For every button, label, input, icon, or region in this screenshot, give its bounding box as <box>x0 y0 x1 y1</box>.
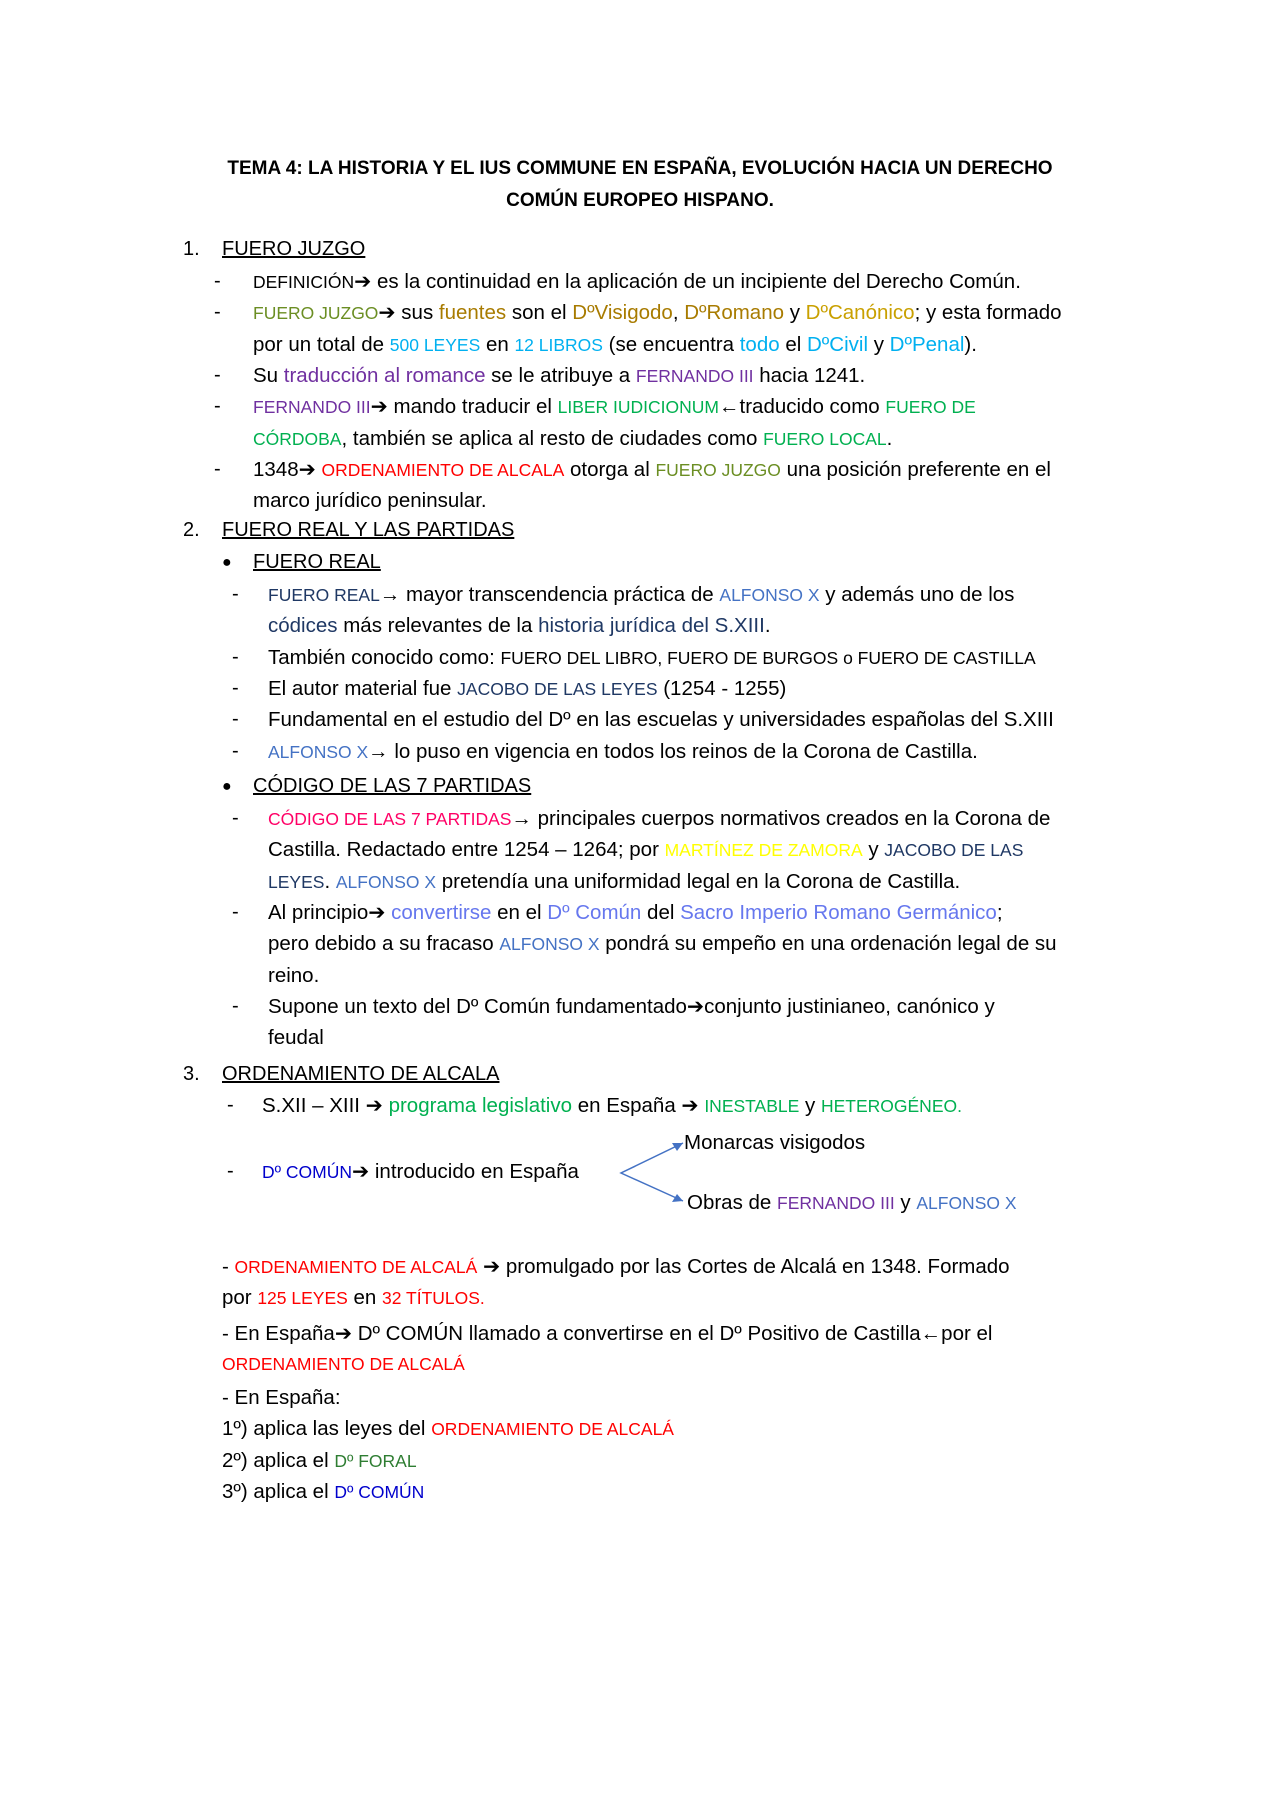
list-dash: - <box>227 1160 234 1182</box>
text-run: , también se aplica al resto de ciudades como <box>341 426 764 450</box>
text-run: Dº COMÚN <box>334 1482 425 1502</box>
text-run: INESTABLE <box>704 1096 800 1116</box>
list-dash: - <box>214 395 221 418</box>
text-run: pondrá su empeño en una ordenación legal de su <box>599 932 1057 956</box>
section-number: 2. <box>183 519 200 541</box>
text-run: y además uno de los <box>819 583 1015 606</box>
text-run: FERNANDO III <box>253 397 371 418</box>
text-run: historia jurídica del S.XIII <box>538 614 765 638</box>
text-run: CÓRDOBA <box>253 428 342 449</box>
text-run: códices <box>268 614 338 638</box>
text-run: 500 LEYES <box>389 334 481 355</box>
text-run: LIBER IUDICIONUM <box>557 397 720 418</box>
text-run: convertirse <box>391 900 492 924</box>
text-run: en <box>480 332 515 356</box>
list-dash: - <box>227 1094 234 1116</box>
text-run: marco jurídico peninsular. <box>253 489 487 513</box>
text-run: ALFONSO X <box>719 585 820 605</box>
text-run: → lo puso en vigencia en todos los reinos de la Corona de Castilla. <box>368 739 978 763</box>
text-run: - <box>222 1255 235 1278</box>
text-run: FERNANDO III <box>635 365 754 386</box>
text-run: fuentes <box>438 301 507 325</box>
text-run: Sacro Imperio Romano Germánico <box>680 900 997 924</box>
arrowhead-bottom-icon <box>672 1194 683 1202</box>
text-run: Castilla. Redactado entre 1254 – 1264; por <box>268 838 665 862</box>
text-run: ALFONSO X <box>916 1193 1017 1213</box>
text-run: programa legislativo <box>388 1094 573 1117</box>
bullet-icon: ● <box>222 554 232 571</box>
bullet-icon: ● <box>222 778 232 795</box>
text-run: se le atribuye a <box>485 363 636 387</box>
text-run: Dº COMÚN <box>262 1162 352 1182</box>
text-run: 3º) aplica el <box>222 1480 335 1503</box>
list-dash: - <box>232 645 239 668</box>
text-run: Monarcas visigodos <box>684 1131 866 1154</box>
text-run: son el <box>506 301 573 325</box>
text-run: 1348➔ <box>253 457 322 481</box>
text-run: Fundamental en el estudio del Dº en las escuelas y universidades españolas del S.XIII <box>268 708 1054 732</box>
text-run: JACOBO DE LAS <box>884 840 1024 861</box>
text-run: (1254 - 1255) <box>657 676 787 700</box>
text-run: DEFINICIÓN <box>253 272 355 292</box>
text-run: y <box>799 1094 821 1117</box>
section-number: 3. <box>183 1063 200 1085</box>
text-run: Supone un texto del Dº Común fundamentado➔conjunto justinianeo, canónico y <box>268 994 995 1018</box>
text-run: ➔ es la continuidad en la aplicación de un incipiente del Derecho Común. <box>354 270 1021 293</box>
text-run: → mayor transcendencia práctica de <box>379 583 720 606</box>
section-title: ORDENAMIENTO DE ALCALA <box>222 1063 500 1085</box>
text-run: reino. <box>268 963 320 987</box>
text-run: FUERO LOCAL <box>763 428 887 449</box>
text-run: FERNANDO III <box>777 1193 895 1213</box>
text-run: y <box>784 301 806 325</box>
text-run: ALFONSO X <box>268 741 369 762</box>
text-run: JACOBO DE LAS LEYES <box>457 678 658 699</box>
text-run: ALFONSO X <box>335 871 437 892</box>
text-run: También conocido como: <box>268 645 501 669</box>
text-run: 32 TÍTULOS. <box>382 1288 485 1308</box>
text-run: - En España➔ Dº COMÚN llamado a convertirse en el Dº Positivo de Castilla←por el <box>222 1322 993 1345</box>
list-dash: - <box>232 739 239 762</box>
text-run: 1º) aplica las leyes del <box>222 1417 432 1440</box>
text-run: ORDENAMIENTO DE ALCALA <box>321 459 565 480</box>
paragraph-line <box>222 1413 674 1445</box>
text-run: FUERO JUZGO <box>253 303 379 324</box>
text-run: ORDENAMIENTO DE ALCALÁ <box>222 1354 465 1374</box>
text-run: (se encuentra <box>602 332 740 356</box>
section-title: FUERO REAL Y LAS PARTIDAS <box>222 519 515 541</box>
text-run: Al principio➔ <box>268 900 392 924</box>
text-run: el <box>779 332 807 356</box>
list-dash: - <box>232 708 239 731</box>
text-run: ). <box>964 332 977 356</box>
text-run: ➔ introducido en España <box>352 1160 579 1183</box>
paragraph-line <box>222 1348 465 1380</box>
section-number: 1. <box>183 238 200 260</box>
list-dash: - <box>232 900 239 923</box>
text-run: ←traducido como <box>719 395 886 419</box>
text-run: una posición preferente en el <box>780 457 1051 481</box>
text-run: hacia 1241. <box>753 363 866 387</box>
text-run: FUERO DE <box>885 397 976 418</box>
text-run: - En España: <box>222 1386 341 1409</box>
paragraph-line <box>222 1318 992 1349</box>
text-run: en el <box>491 900 548 924</box>
paragraph-line <box>222 1476 424 1508</box>
paragraph-line <box>222 1445 417 1477</box>
text-run: Su <box>253 363 284 387</box>
text-run: ORDENAMIENTO DE ALCALÁ <box>431 1419 674 1439</box>
text-run: pretendía una uniformidad legal en la Corona de Castilla. <box>436 869 961 893</box>
text-run: HETEROGÉNEO. <box>820 1096 962 1116</box>
text-run: otorga al <box>564 457 656 481</box>
text-run: 2º) aplica el <box>222 1449 335 1472</box>
title-line-2: COMÚN EUROPEO HISPANO. <box>506 190 774 211</box>
text-run: LEYES <box>268 871 325 892</box>
text-run: ➔ promulgado por las Cortes de Alcalá en 1348. Formado <box>477 1255 1010 1278</box>
text-run: MARTÍNEZ DE ZAMORA <box>664 840 863 861</box>
text-run: feudal <box>268 1026 324 1050</box>
text-run: , <box>672 301 685 325</box>
text-run: ; <box>996 900 1003 924</box>
text-run: Dº Común <box>547 900 642 924</box>
paragraph-line <box>222 1282 485 1314</box>
text-run: y <box>894 1191 917 1214</box>
paragraph-line <box>222 1382 341 1413</box>
text-run: del <box>641 900 681 924</box>
list-dash: - <box>232 676 239 699</box>
text-run: ➔ sus <box>378 301 439 325</box>
text-run: en <box>347 1286 383 1309</box>
text-run: Obras de <box>687 1191 778 1214</box>
list-dash: - <box>214 363 221 386</box>
text-run: Dº FORAL <box>334 1451 417 1471</box>
text-run: → principales cuerpos normativos creados en la Corona de <box>511 807 1051 830</box>
section-title: FUERO JUZGO <box>222 238 366 260</box>
text-run: en España ➔ <box>572 1094 705 1117</box>
list-dash: - <box>232 994 239 1017</box>
list-dash: - <box>232 583 239 605</box>
list-dash: - <box>232 807 239 829</box>
text-run: S.XII – XIII ➔ <box>262 1094 389 1117</box>
title-line-1: TEMA 4: LA HISTORIA Y EL IUS COMMUNE EN ESPAÑA, EVOLUCIÓN HACIA UN DERECHO <box>227 158 1053 179</box>
text-run: 125 LEYES <box>257 1288 348 1308</box>
paragraph-line <box>222 1251 1010 1283</box>
list-dash: - <box>214 301 221 324</box>
text-run: FUERO DEL LIBRO, FUERO DE BURGOS o FUERO DE CASTILLA <box>500 647 1036 668</box>
text-run: pero debido a su fracaso <box>268 932 500 956</box>
text-run: y <box>868 332 890 356</box>
text-run: DºCivil <box>807 332 869 356</box>
text-run: . <box>886 426 893 450</box>
text-run: más relevantes de la <box>337 614 539 638</box>
text-run: ➔ mando traducir el <box>370 395 558 419</box>
text-run: ; y esta formado <box>914 301 1062 325</box>
text-run: El autor material fue <box>268 676 458 700</box>
text-run: . <box>324 869 336 893</box>
branch-arrow-lines <box>621 1143 683 1201</box>
text-run: por <box>222 1286 258 1309</box>
subsection-title: CÓDIGO DE LAS 7 PARTIDAS <box>253 775 532 797</box>
text-run: DºVisigodo <box>572 301 673 325</box>
text-run: DºRomano <box>684 301 785 325</box>
text-run: FUERO REAL <box>268 585 380 605</box>
subsection-title: FUERO REAL <box>253 551 381 573</box>
text-run: y <box>862 838 885 862</box>
text-run: . <box>764 614 771 638</box>
text-run: DºCanónico <box>805 301 915 325</box>
text-run: todo <box>739 332 780 356</box>
text-run: traducción al romance <box>283 363 486 387</box>
text-run: ORDENAMIENTO DE ALCALÁ <box>234 1257 478 1277</box>
text-run: CÓDIGO DE LAS 7 PARTIDAS <box>268 809 512 829</box>
text-run: ALFONSO X <box>499 934 600 955</box>
text-run: DºPenal <box>889 332 965 356</box>
text-run: por un total de <box>253 332 390 356</box>
text-run: FUERO JUZGO <box>655 459 781 480</box>
list-dash: - <box>214 457 221 480</box>
text-run: 12 LIBROS <box>514 334 603 355</box>
list-dash: - <box>214 270 221 292</box>
